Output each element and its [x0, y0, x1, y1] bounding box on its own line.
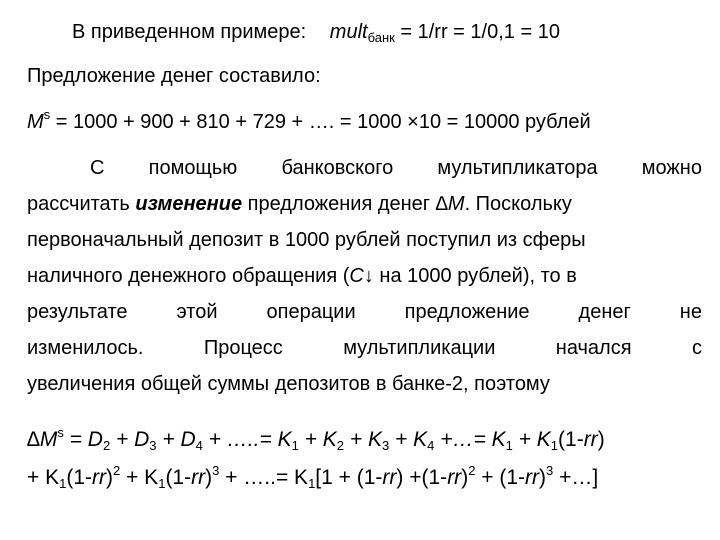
f2-rr: rr [525, 466, 540, 489]
f1-sub: 1 [550, 438, 559, 453]
f1-sub: 1 [505, 438, 513, 453]
f1-sub: 3 [381, 438, 390, 453]
f1-delta-m: ∆M [27, 428, 58, 451]
p2-start: рассчитать [27, 193, 136, 215]
f1-part: + …..= K [202, 428, 292, 451]
supply-sum-line [27, 107, 591, 134]
paragraph-line-5 [27, 300, 702, 324]
f1-part: + D [110, 428, 150, 451]
p5-word: денег [578, 301, 631, 323]
f1-sup: s [57, 425, 64, 440]
supply-m: M [27, 111, 44, 133]
paragraph-line-6 [27, 336, 702, 360]
p5-word: предложение [404, 301, 530, 323]
f1-part: ) [597, 428, 605, 451]
f1-part: + K [389, 428, 428, 451]
f1-sub: 3 [149, 438, 157, 453]
f2-part: (1- [66, 466, 93, 489]
f2-part: [1 + (1- [315, 466, 383, 489]
f2-part: ) [539, 466, 547, 489]
p5-word: операции [266, 301, 356, 323]
example-prefix: В приведенном примере: [72, 21, 307, 43]
p5-word: не [679, 301, 702, 323]
f2-part: (1- [165, 466, 192, 489]
f2-sup: 3 [212, 463, 220, 478]
f2-sup: 2 [113, 463, 121, 478]
f2-part: + K [27, 466, 60, 489]
p6-word: мультипликации [343, 337, 496, 359]
paragraph-line-2 [27, 192, 572, 216]
p4-end: ↓ на 1000 рублей), то в [363, 265, 577, 287]
paragraph-line-1 [90, 156, 702, 180]
p1-word: банковского [281, 157, 394, 179]
f2-part: ) [461, 466, 469, 489]
p4-start: наличного денежного обращения ( [27, 265, 350, 287]
p5-word: результате [27, 301, 128, 323]
f1-part: = D [63, 428, 103, 451]
f2-part: +…] [553, 466, 599, 489]
f2-part: ) [205, 466, 213, 489]
f1-part: + D [156, 428, 196, 451]
f1-sub: 2 [336, 438, 345, 453]
f2-sup: 3 [546, 463, 554, 478]
f2-part: + K [120, 466, 159, 489]
supply-heading: Предложение денег составило: [27, 65, 321, 87]
f2-rr: rr [191, 466, 206, 489]
p2-mid: предложения денег [242, 193, 436, 215]
p1-word: мультипликатора [437, 157, 598, 179]
f2-sup: 2 [468, 463, 476, 478]
formula-line-1 [27, 425, 605, 453]
p1-word: можно [641, 157, 702, 179]
p6-word: Процесс [203, 337, 283, 359]
f2-part: + (1- [475, 466, 526, 489]
mult-symbol: mult [329, 21, 368, 43]
p6-word: с [691, 337, 702, 359]
f2-sub: 1 [59, 476, 67, 491]
f2-sub: 1 [308, 476, 316, 491]
example-equation: = 1/rr = 1/0,1 = 10 [394, 21, 560, 43]
bank-subscript: банк [367, 30, 395, 45]
example-line [72, 20, 560, 44]
f2-rr: rr [447, 466, 462, 489]
paragraph-line-3: первоначальный депозит в 1000 рублей поступил из сферы [27, 229, 586, 251]
p4-c: C [349, 265, 364, 287]
f1-part: +…= K [434, 428, 506, 451]
f2-sub: 1 [158, 476, 166, 491]
f1-sub: 2 [102, 438, 111, 453]
f2-part: ) +(1- [396, 466, 448, 489]
p2-delta-m: ∆M [435, 193, 465, 215]
f1-sub: 4 [195, 438, 203, 453]
supply-sum-rest: = 1000 + 900 + 810 + 729 + …. = 1000 ×10 = 10000 рублей [50, 111, 591, 133]
f1-part: + K [344, 428, 382, 451]
p6-word: начался [555, 337, 632, 359]
f1-part: + K [512, 428, 551, 451]
p1-word: помощью [148, 157, 238, 179]
f1-part: + K [298, 428, 337, 451]
p2-end: . Поскольку [464, 193, 572, 215]
p6-word: изменилось. [27, 337, 144, 359]
f1-part: (1- [558, 428, 584, 451]
f2-part: + …..= K [219, 466, 309, 489]
p2-bold-word: изменение [135, 193, 243, 215]
f2-rr: rr [382, 466, 397, 489]
f1-rr: rr [583, 428, 598, 451]
f1-sub: 1 [291, 438, 299, 453]
p5-word: этой [176, 301, 218, 323]
f2-rr: rr [92, 466, 107, 489]
supply-s: s [43, 107, 51, 122]
f1-sub: 4 [427, 438, 435, 453]
paragraph-line-4 [27, 264, 577, 288]
p1-word: С [90, 157, 105, 179]
f2-part: ) [106, 466, 114, 489]
formula-line-2 [27, 463, 599, 491]
paragraph-line-7: увеличения общей суммы депозитов в банке-2, поэтому [27, 373, 550, 395]
